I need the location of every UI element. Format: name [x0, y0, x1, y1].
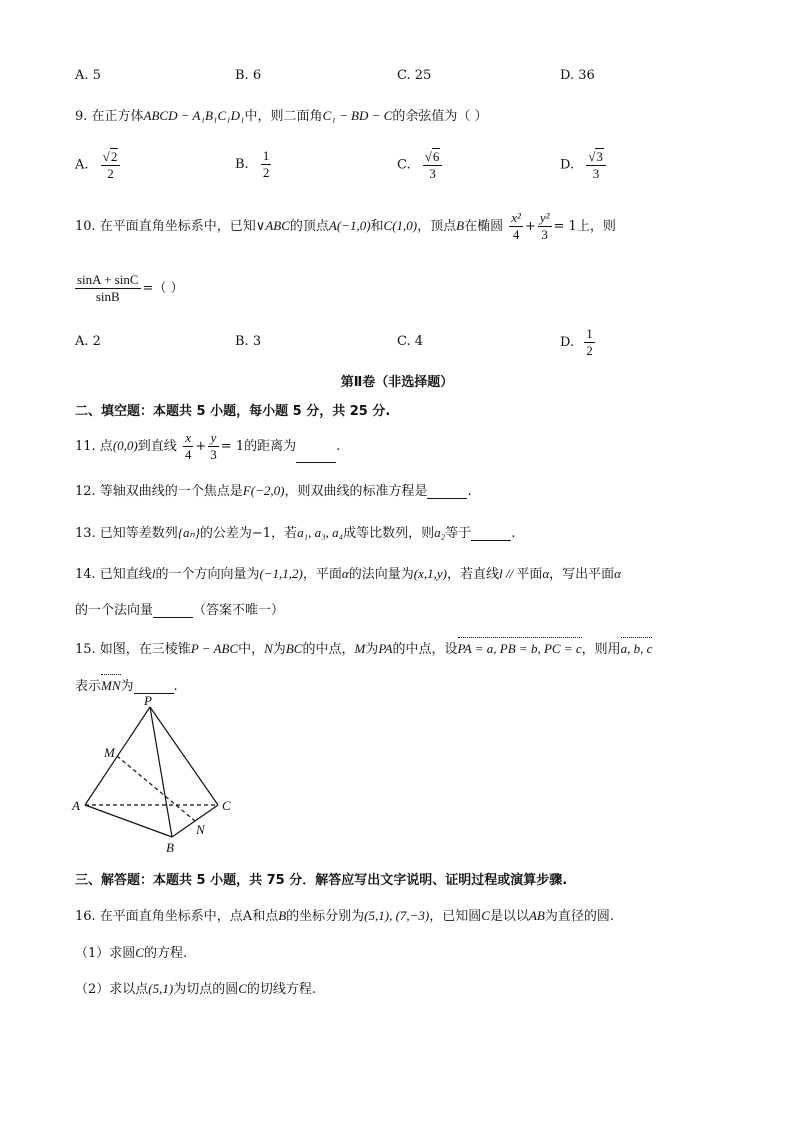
q8-option-b: B. 6: [235, 68, 262, 83]
q8-option-c: C. 25: [397, 68, 432, 83]
edge-PC: [150, 707, 218, 805]
q10-expression: $\frac{\sin A + \sin C}{\sin B}$ =（ ）: [77, 272, 184, 304]
answer-blank[interactable]: [153, 603, 193, 618]
q14-line2: 的一个法向量 （答案不唯一）: [75, 603, 285, 618]
segment-MN: [117, 756, 195, 821]
q15-line2: 表示MN为 .: [75, 678, 178, 694]
q8-option-a: A. 5: [75, 68, 101, 83]
label-N: N: [196, 822, 205, 837]
q14-line1: 14. 已知直线l的一个方向向量为(−1,1,2)，平面α的法向量为(x,1,y)，若直线l // 平面α，写出平面α: [75, 566, 621, 582]
q12: 12. 等轴双曲线的一个焦点是F(−2,0)，则双曲线的标准方程是 .: [75, 483, 472, 499]
q9-option-d: D. $\frac{√3}{3}$: [560, 148, 608, 182]
label-C: C: [222, 798, 231, 813]
q10-option-d: D. $\frac{1}{2}$: [560, 326, 593, 358]
q10-option-c: C. 4: [397, 334, 424, 349]
label-M: M: [104, 745, 115, 760]
q13: 13. 已知等差数列{aₙ}的公差为−1，若a₁, a₃, a₄成等比数列，则a₂等于 .: [75, 525, 516, 541]
label-P: P: [144, 695, 152, 708]
q16-stem: 16. 在平面直角坐标系中，点A和点B的坐标分别为(5,1), (7,−3)，已知圆C是以以AB为直径的圆.: [75, 908, 614, 924]
answer-blank[interactable]: [427, 484, 467, 499]
edge-AB: [85, 805, 172, 837]
answer-blank[interactable]: [296, 448, 336, 463]
q16-sub1: （1）求圆C的方程.: [75, 945, 188, 961]
q16-sub2: （2）求以点(5,1)为切点的圆C的切线方程.: [75, 981, 317, 997]
q9-option-c: C. $\frac{√6}{3}$: [397, 148, 444, 182]
q10-option-b: B. 3: [235, 334, 262, 349]
q10-option-a: A. 2: [75, 334, 101, 349]
q10-stem: 10. 在平面直角坐标系中，已知∨ABC的顶点A(−1,0)和C(1,0)，顶点B在椭圆 $\frac{\text{x²}}{4}$ + $\frac{\text{y²}}{3}$ = 1上，则: [75, 210, 616, 242]
q9-option-a: A. $\frac{√2}{2}$: [75, 148, 122, 182]
q9-option-b: B. $\frac{1}{2}$: [235, 148, 270, 180]
part2-title: 第Ⅱ卷（非选择题）: [340, 375, 454, 390]
answer-blank[interactable]: [471, 526, 511, 541]
answer-blank[interactable]: [134, 679, 174, 694]
section3-heading: 三、解答题：本题共 5 小题，共 75 分．解答应写出文字说明、证明过程或演算步骤.: [75, 873, 568, 888]
q15-line1: 15. 如图，在三棱锥P − ABC中，N为BC的中点，M为PA的中点，设PA = a, PB = b, PC = c，则用a, b, c: [75, 641, 653, 657]
edge-PB: [150, 707, 172, 837]
section2-heading: 二、填空题：本题共 5 小题，每小题 5 分，共 25 分.: [75, 404, 391, 419]
pyramid-figure: [60, 695, 260, 865]
label-A: A: [72, 798, 80, 813]
q8-option-d: D. 36: [560, 68, 595, 83]
label-B: B: [166, 840, 174, 855]
q11: 11. 点(0,0)到直线 $\frac{x}{4}$ + $\frac{y}{3}$ = 1的距离为 .: [75, 430, 341, 462]
q9-stem: 9. 在正方体ABCD − A₁B₁C₁D₁中，则二面角C₁ − BD − C的余弦值为（ ）: [75, 108, 488, 124]
